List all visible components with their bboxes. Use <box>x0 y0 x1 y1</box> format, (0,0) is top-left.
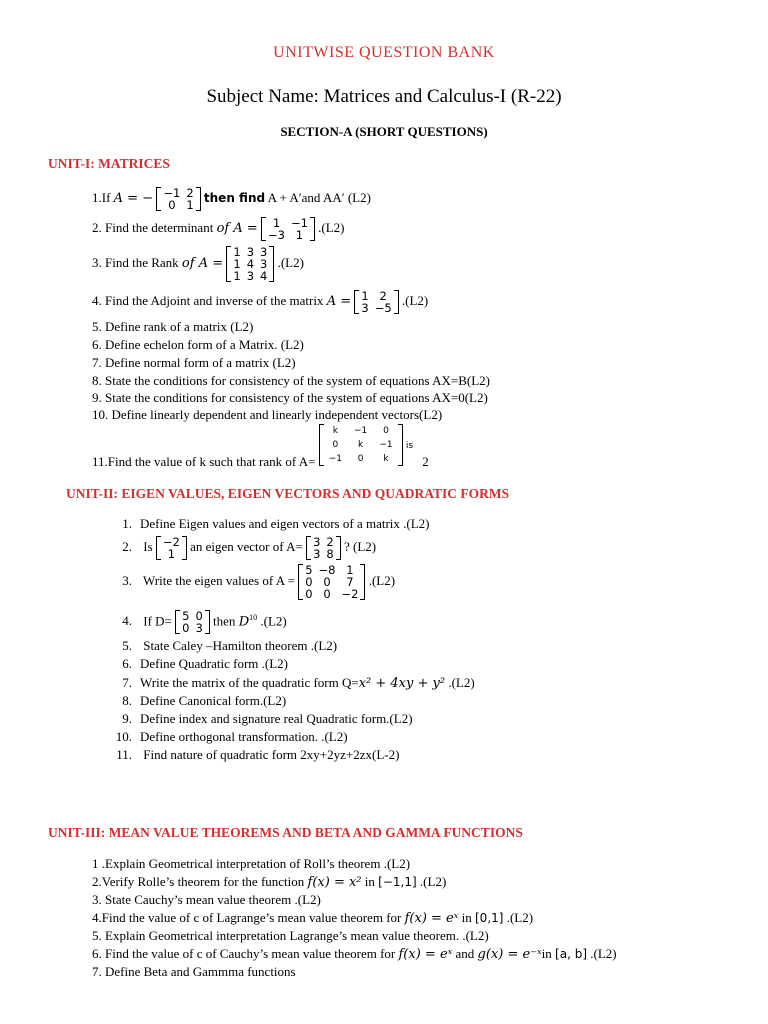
matrix: 5 −8 1 0 0 7 0 0 −2 <box>298 564 365 600</box>
unit-2-question-2: 2. Is −2 1 an eigen vector of A= 3 2 3 8 ? (L2) <box>122 535 377 561</box>
q-math: of A = <box>216 220 258 236</box>
q-text: .(L2) <box>401 292 429 308</box>
section-heading: SECTION-A (SHORT QUESTIONS) <box>280 124 488 139</box>
unit-3-question-1: 1 .Explain Geometrical interpretation of Roll’s theorem .(L2) <box>92 856 411 871</box>
q-text: 2. Find the determinant <box>92 219 214 235</box>
q-math: A = − <box>113 190 154 206</box>
q-text: A + A′and AA′ (L2) <box>267 189 371 205</box>
unit-3-question-3: 3. State Cauchy’s mean value theorem .(L2) <box>92 892 321 907</box>
unit-2-heading: UNIT-II: EIGEN VALUES, EIGEN VECTORS AND QUADRATIC FORMS <box>66 486 510 501</box>
matrix: 1 −1 −3 1 <box>261 217 315 241</box>
unit-2-question-9: 9. Define index and signature real Quadratic form.(L2) <box>122 711 413 726</box>
matrix: 1 3 3 1 4 3 1 3 4 <box>226 246 274 282</box>
subject-name: Subject Name: Matrices and Calculus-I (R-22) <box>206 86 562 107</box>
unit-1-question-10: 10. Define linearly dependent and linearly independent vectors(L2) <box>92 407 443 422</box>
unit-1-question-5: 5. Define rank of a matrix (L2) <box>92 319 254 334</box>
q-text: .(L2) <box>318 219 345 235</box>
q-math: of A = <box>181 255 224 271</box>
unit-1-question-4 <box>92 290 428 314</box>
q-math: A = <box>326 293 352 309</box>
unit-1-question-8: 8. State the conditions for consistency of the system of equations AX=B(L2) <box>92 373 490 388</box>
unit-3-question-2: 2.Verify Rolle’s theorem for the function f(x) = x² in [−1,1] .(L2) <box>92 874 447 890</box>
unit-1-heading: UNIT-I: MATRICES <box>48 156 170 171</box>
matrix: −1 2 0 1 <box>156 187 200 211</box>
q-text: 11.Find the value of k such that rank of A= <box>92 454 316 469</box>
q-text: 3. Find the Rank <box>92 254 179 270</box>
q-text: .(L2) <box>277 254 304 270</box>
unit-1-question-3 <box>92 246 304 282</box>
unit-1-question-9: 9. State the conditions for consistency of the system of equations AX=0(L2) <box>92 390 488 405</box>
unit-2-question-1: 1. Define Eigen values and eigen vectors of a matrix .(L2) <box>122 516 430 531</box>
q-text: 1.If <box>92 189 111 205</box>
unit-3-question-5: 5. Explain Geometrical interpretation Lagrange’s mean value theorem. .(L2) <box>92 928 489 943</box>
q-text: 4. Find the Adjoint and inverse of the matrix <box>92 292 324 308</box>
matrix: 5 0 0 3 <box>175 610 210 634</box>
unit-1-question-7: 7. Define normal form of a matrix (L2) <box>92 355 296 370</box>
unit-2-question-5: 5. State Caley –Hamilton theorem .(L2) <box>122 638 338 653</box>
q-text: is <box>405 441 414 451</box>
unit-2-question-3: 3. Write the eigen values of A = 5 −8 1 0 0 7 0 0 −2 .(L2) <box>122 563 396 601</box>
unit-1-question-11 <box>92 424 429 469</box>
unit-2-question-10: 10. Define orthogonal transformation. .(L2) <box>115 729 348 744</box>
q-text: then find <box>203 190 266 205</box>
matrix: k −1 0 0 k −1 −1 0 k <box>319 424 403 466</box>
unit-2-question-6: 6. Define Quadratic form .(L2) <box>122 656 288 671</box>
vector: −2 1 <box>156 536 187 560</box>
unit-1-question-2 <box>92 217 345 241</box>
document-title: UNITWISE QUESTION BANK <box>273 44 495 61</box>
unit-2-question-11: 11. Find nature of quadratic form 2xy+2yz+2zx(L-2) <box>116 747 400 762</box>
unit-2-question-4: 4. If D= 5 0 0 3 then $D^{10}$ .(L2) <box>122 609 287 636</box>
matrix: 1 2 3 −5 <box>354 290 398 314</box>
unit-3-question-6: 6. Find the value of c of Cauchy’s mean value theorem for f(x) = eˣ and g(x) = e⁻ˣin [a, b] .(L2) <box>92 946 617 962</box>
matrix: 3 2 3 8 <box>306 536 341 560</box>
unit-2-question-8: 8. Define Canonical form.(L2) <box>122 693 287 708</box>
q-text: 2 <box>422 454 429 469</box>
unit-3-heading: UNIT-III: MEAN VALUE THEOREMS AND BETA AND GAMMA FUNCTIONS <box>48 825 523 840</box>
unit-2-question-7: 7. Write the matrix of the quadratic form Q=x² + 4xy + y² .(L2) <box>122 675 475 691</box>
unit-3-question-7: 7. Define Beta and Gammma functions <box>92 964 296 979</box>
unit-3-question-4: 4.Find the value of c of Lagrange’s mean value theorem for f(x) = eˣ in [0,1] .(L2) <box>92 910 534 926</box>
unit-1-question-1 <box>92 187 371 211</box>
unit-1-question-6: 6. Define echelon form of a Matrix. (L2) <box>92 337 304 352</box>
